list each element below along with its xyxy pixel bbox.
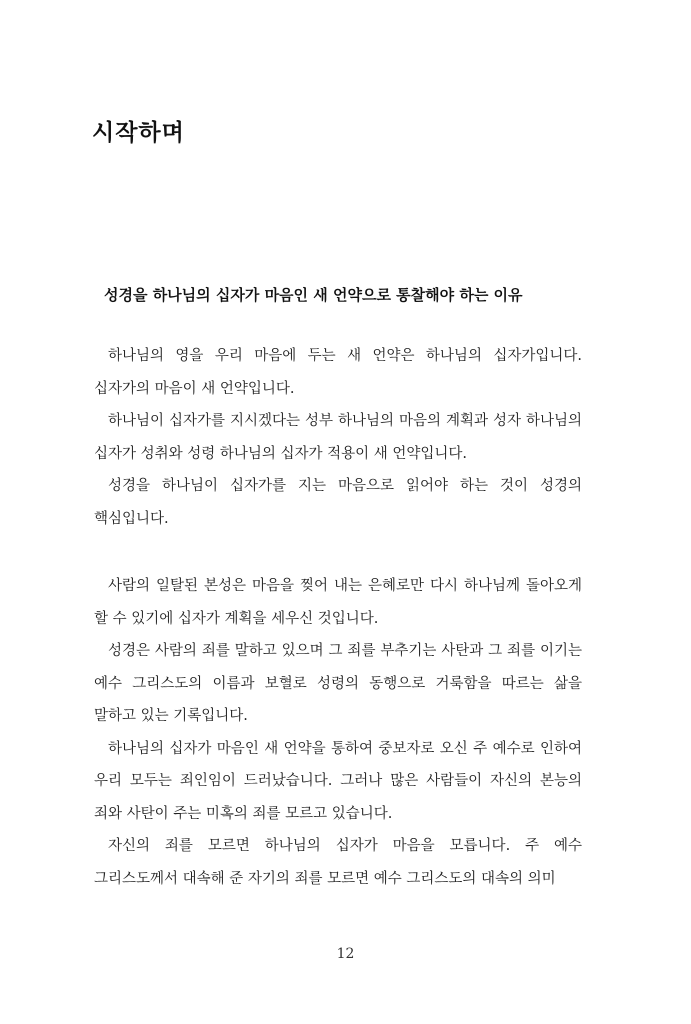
section-heading: 성경을 하나님의 십자가 마음인 새 언약으로 통찰해야 하는 이유 <box>104 286 523 304</box>
page-number: 12 <box>336 946 355 962</box>
paragraph: 성경은 사람의 죄를 말하고 있으며 그 죄를 부추기는 사탄과 그 죄를 이기는 예수 그리스도의 이름과 보혈로 성령의 동행으로 거룩함을 따르는 삶을 말하고 있는 기록입니다. <box>94 643 582 724</box>
paragraph: 사람의 일탈된 본성은 마음을 찢어 내는 은혜로만 다시 하나님께 돌아오게 할 수 있기에 십자가 계획을 세우신 것입니다. <box>94 578 582 627</box>
paragraph: 하나님이 십자가를 지시겠다는 성부 하나님의 마음의 계획과 성자 하나님의 십자가 성취와 성령 하나님의 십자가 적용이 새 언약입니다. <box>94 413 582 462</box>
paragraph: 하나님의 영을 우리 마음에 두는 새 언약은 하나님의 십자가입니다. 십자가의 마음이 새 언약입니다. <box>94 348 582 397</box>
paragraph: 성경을 하나님이 십자가를 지는 마음으로 읽어야 하는 것이 성경의 핵심입니다. <box>94 478 582 527</box>
paragraph: 하나님의 십자가 마음인 새 언약을 통하여 중보자로 오신 주 예수로 인하여 우리 모두는 죄인임이 드러났습니다. 그러나 많은 사람들이 자신의 본능의 죄와 사탄이 주는 미혹의 죄를 모르고 있습니다. <box>94 740 582 822</box>
chapter-title: 시작하며 <box>92 119 185 146</box>
body-block-2 <box>94 570 582 895</box>
body-block-1 <box>94 340 582 535</box>
paragraph: 자신의 죄를 모르면 하나님의 십자가 마음을 모릅니다. 주 예수 그리스도께서 대속해 준 자기의 죄를 모르면 예수 그리스도의 대속의 의미 <box>94 838 582 887</box>
